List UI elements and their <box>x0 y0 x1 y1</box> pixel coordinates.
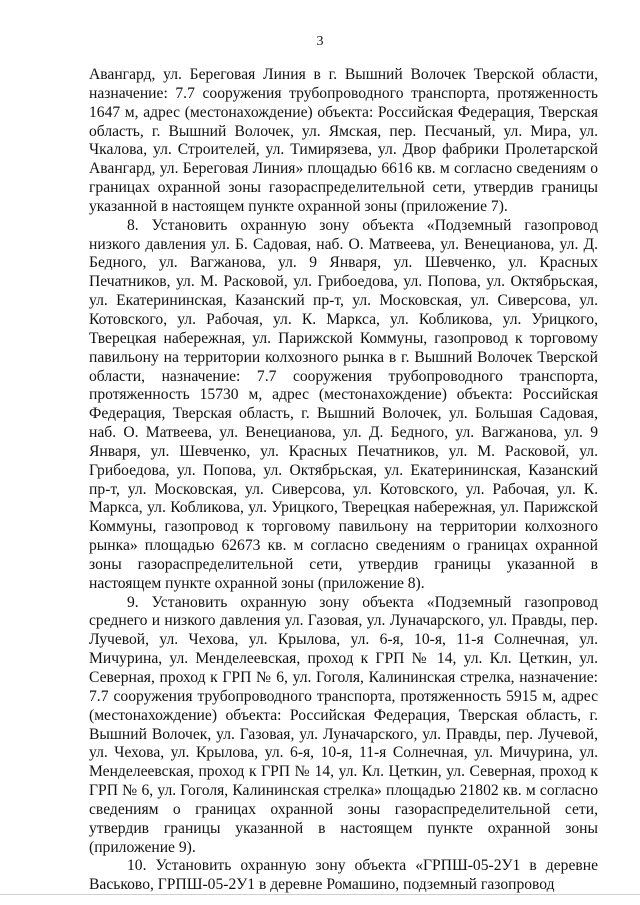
paragraph-item-9: 9. Установить охранную зону объекта «Подземный газопровод среднего и низкого давления ул. Газовая, ул. Луначарского, ул. Правды, пер. Лучевой, ул. Чехова, ул. Крылова, ул. 6-я, 10-я, 11-я Солнечная, ул. Мичурина, ул. Менделеевская, проход к ГРП № 14, ул. Кл. Цеткин, ул. Северная, проход к ГРП № 6, ул. Гоголя, Калининская стрелка, назначение: 7.7 сооружения трубопроводного транспорта, протяженность 5915 м, адрес (местонахождение) объекта: Российская Федерация, Тверская область, г. Вышний Волочек, ул. Газовая, ул. Луначарского, ул. Правды, пер. Лучевой, ул. Чехова, ул. Крылова, ул. 6-я, 10-я, 11-я Солнечная, ул. Мичурина, ул. Менделеевская, проход к ГРП № 14, ул. Кл. Цеткин, ул. Северная, проход к ГРП № 6, ул. Гоголя, Калининская стрелка» площадью 21802 кв. м согласно сведениям о границах охранной зоны газораспределительной сети, утвердив границы указанной в настоящем пункте охранной зоны (приложение 9). <box>89 593 598 856</box>
paragraph-item-8: 8. Установить охранную зону объекта «Подземный газопровод низкого давления ул. Б. Садовая, наб. О. Матвеева, ул. Венецианова, ул. Д. Бедного, ул. Вагжанова, ул. 9 Января, ул. Шевченко, ул. Красных Печатников, ул. М. Расковой, ул. Грибоедова, ул. Попова, ул. Октябрьская, ул. Екатерининская, Казанский пр-т, ул. Московская, ул. Сиверсова, ул. Котовского, ул. Рабочая, ул. К. Маркса, ул. Кобликова, ул. Урицкого, Тверецкая набережная, ул. Парижской Коммуны, газопровод к торговому павильону на территории колхозного рынка в г. Вышний Волочек Тверской области, назначение: 7.7 сооружения трубопроводного транспорта, протяженность 15730 м, адрес (местонахождение) объекта: Российская Федерация, Тверская область, г. Вышний Волочек, ул. Большая Садовая, наб. О. Матвеева, ул. Венецианова, ул. Д. Бедного, ул. Вагжанова, ул. 9 Января, ул. Шевченко, ул. Красных Печатников, ул. М. Расковой, ул. Грибоедова, ул. Попова, ул. Октябрьская, ул. Екатерининская, Казанский пр-т, ул. Московская, ул. Сиверсова, ул. Котовского, ул. Рабочая, ул. К. Маркса, ул. Кобликова, ул. Урицкого, Тверецкая набережная, ул. Парижской Коммуны, газопровод к торговому павильону на территории колхозного рынка» площадью 62673 кв. м согласно сведениям о границах охранной зоны газораспределительной сети, утвердив границы указанной в настоящем пункте охранной зоны (приложение 8). <box>89 216 598 592</box>
paragraph-item-10: 10. Установить охранную зону объекта «ГРПШ-05-2У1 в деревне Васьково, ГРПШ-05-2У1 в деревне Ромашино, подземный газопровод <box>89 857 598 894</box>
document-body <box>89 66 598 895</box>
paragraph-continuation: Авангард, ул. Береговая Линия в г. Вышний Волочек Тверской области, назначение: 7.7 сооружения трубопроводного транспорта, протяженность 1647 м, адрес (местонахождение) объекта: Российская Федерация, Тверская область, г. Вышний Волочек, ул. Ямская, пер. Песчаный, ул. Мира, ул. Чкалова, ул. Строителей, ул. Тимирязева, ул. Двор фабрики Пролетарской Авангард, ул. Береговая Линия» площадью 6616 кв. м согласно сведениям о границах охранной зоны газораспределительной сети, утвердив границы указанной в настоящем пункте охранной зоны (приложение 7). <box>89 66 598 215</box>
page-number: 3 <box>316 34 324 49</box>
page-bottom-edge <box>0 894 640 895</box>
